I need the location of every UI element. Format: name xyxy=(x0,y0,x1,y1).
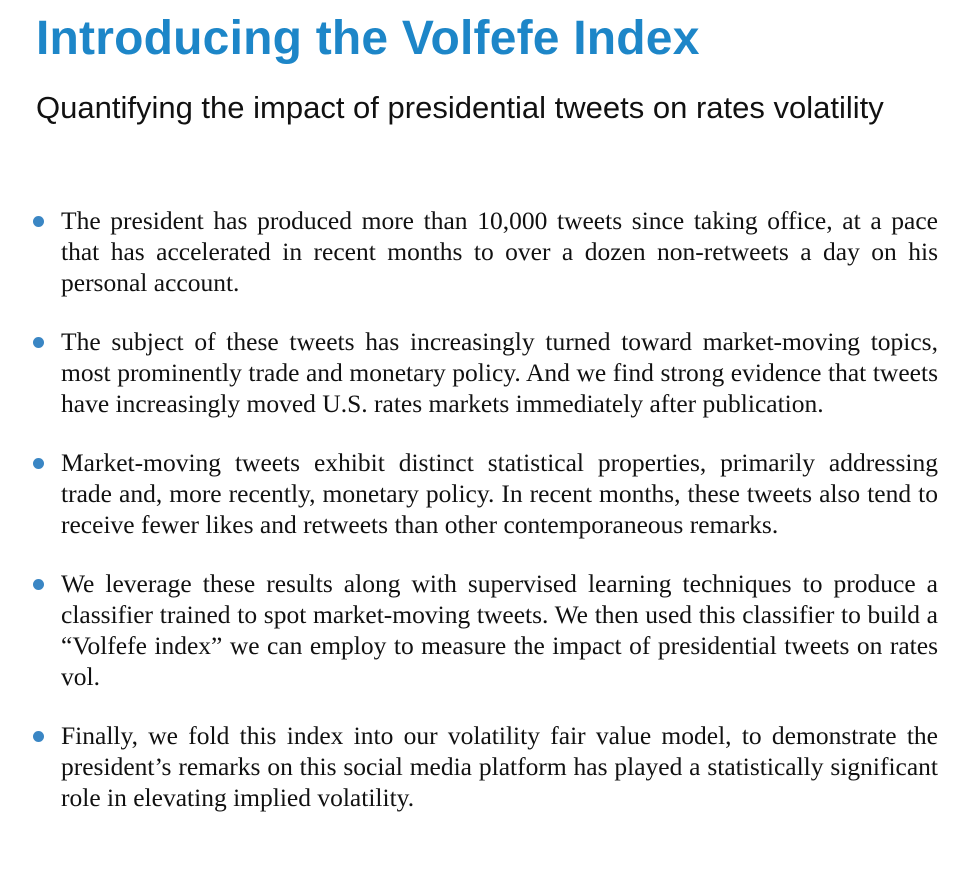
page-title: Introducing the Volfefe Index xyxy=(36,12,700,65)
bullet-dot-icon xyxy=(33,216,44,227)
list-item-text: The president has produced more than 10,000 tweets since taking office, at a pace that has accelerated in recent months to over a dozen non-retweets a day on his personal account. xyxy=(61,206,938,297)
list-item xyxy=(32,568,938,692)
list-item xyxy=(32,205,938,298)
bullet-list xyxy=(32,205,938,841)
list-item-text: We leverage these results along with supervised learning techniques to produce a classifier trained to spot market-moving tweets. We then used this classifier to build a “Volfefe index” we can employ to measure the impact of presidential tweets on rates vol. xyxy=(61,569,938,691)
list-item xyxy=(32,326,938,419)
bullet-dot-icon xyxy=(33,579,44,590)
list-item xyxy=(32,720,938,813)
bullet-dot-icon xyxy=(33,731,44,742)
page-subtitle: Quantifying the impact of presidential tweets on rates volatility xyxy=(36,90,884,125)
list-item xyxy=(32,447,938,540)
list-item-text: The subject of these tweets has increasingly turned toward market-moving topics, most prominently trade and monetary policy. And we find strong evidence that tweets have increasingly moved U.S. rates markets immediately after publication. xyxy=(61,327,938,418)
list-item-text: Market-moving tweets exhibit distinct statistical properties, primarily addressing trade and, more recently, monetary policy. In recent months, these tweets also tend to receive fewer likes and retweets than other contemporaneous remarks. xyxy=(61,448,938,539)
bullet-dot-icon xyxy=(33,458,44,469)
bullet-dot-icon xyxy=(33,337,44,348)
list-item-text: Finally, we fold this index into our volatility fair value model, to demonstrate the president’s remarks on this social media platform has played a statistically significant role in elevating implied volatility. xyxy=(61,721,938,812)
